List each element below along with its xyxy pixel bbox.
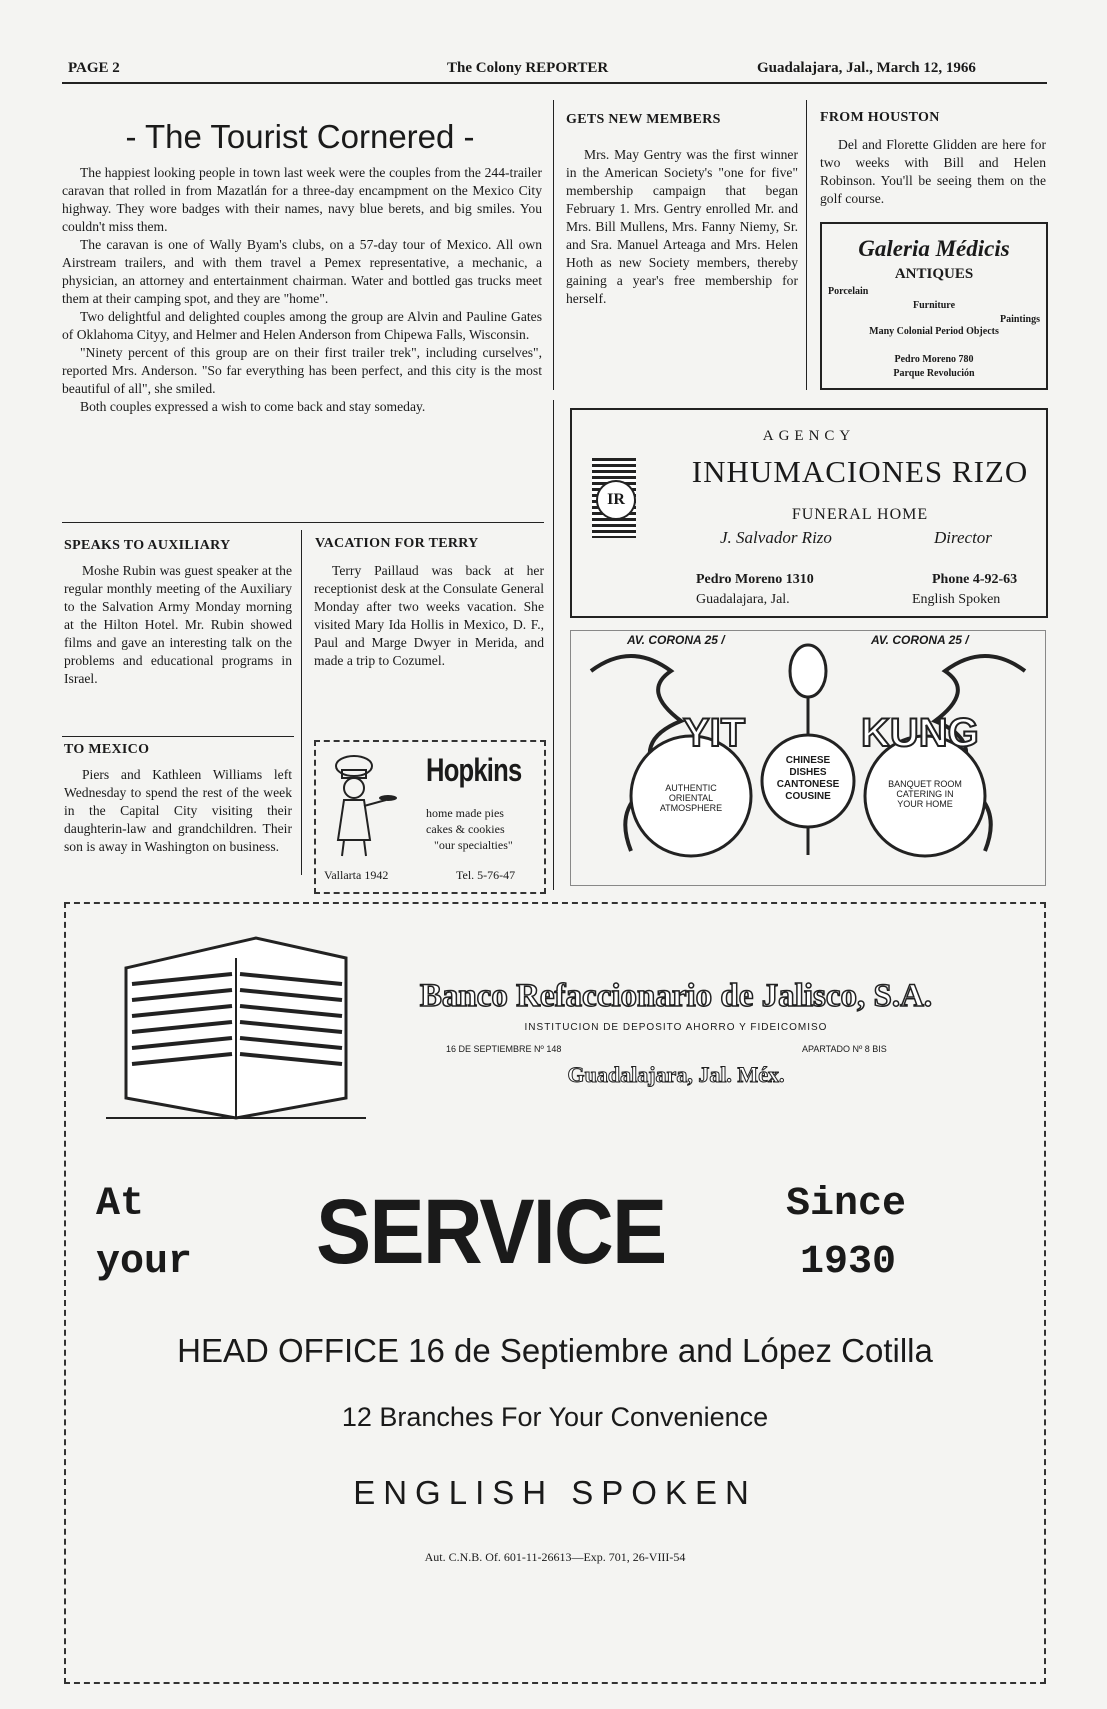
divider	[62, 736, 294, 737]
hopkins-line1: home made pies	[426, 806, 504, 820]
tourist-paragraph: The caravan is one of Wally Byam's clubs, on a 57-day tour of Mexico. All own Airstream trailers, and with them travel a Pemex representative, a mechanic, a physician, an attorney and entertainment chairman. Water and bottled gas trucks meet them at their camping spot, and they are "home".	[62, 237, 542, 306]
galeria-porcelain: Porcelain	[828, 286, 869, 297]
houston-title: FROM HOUSTON	[820, 110, 940, 125]
divider	[62, 522, 544, 523]
yitkung-addr-right: AV. CORONA 25 /	[871, 633, 969, 647]
bank-since: Since	[786, 1182, 907, 1227]
yitkung-addr-left: AV. CORONA 25 /	[627, 633, 725, 647]
dateline: Guadalajara, Jal., March 12, 1966	[757, 60, 976, 76]
bank-service: SERVICE	[316, 1181, 666, 1283]
auxiliary-text	[64, 562, 292, 688]
column-rule	[806, 100, 807, 390]
galeria-paintings: Paintings	[999, 314, 1040, 325]
bank-at: At	[96, 1182, 145, 1227]
yitkung-left-lantern: AUTHENTIC ORIENTAL ATMOSPHERE	[659, 783, 723, 813]
bank-aut: Aut. C.N.B. Of. 601-11-26613—Exp. 701, 26-VIII-54	[424, 1550, 686, 1564]
hopkins-line3: "our specialties"	[434, 838, 513, 852]
rizo-name: INHUMACIONES RIZO	[691, 454, 1029, 489]
tourist-paragraph: The happiest looking people in town last week were the couples from the 244-trailer caravan that rolled in from Mazatlán for a three-day encampment on the Mexico City highway. They wore badges with their names, navy blue berets, and big smiles. You couldn't miss them.	[62, 165, 542, 234]
new-members-paragraph: Mrs. May Gentry was the first winner in the American Society's "one for five" membership campaign that began February 1. Mrs. Gentry enrolled Mr. and Mrs. Bill Mullens, Mrs. Fanny Niemy, Sr. and Sra. Manuel Arteaga and Mrs. Helen Hoth as new Society members, thereby gaining a year's free membership for herself.	[566, 147, 798, 306]
bank-city: Guadalajara, Jal. Méx.	[567, 1062, 785, 1087]
rizo-agency: AGENCY	[762, 428, 856, 444]
houston-paragraph: Del and Florette Glidden are here for two weeks with Bill and Helen Robinson. You'll be seeing them on the golf course.	[820, 137, 1046, 206]
bank-name: Banco Refaccionario de Jalisco, S.A.	[419, 978, 933, 1014]
galeria-name: Galeria Médicis	[858, 236, 1010, 261]
bank-addr: 16 DE SEPTIEMBRE Nº 148	[446, 1044, 562, 1054]
bank-year: 1930	[800, 1240, 897, 1285]
hopkins-line2: cakes & cookies	[426, 822, 505, 836]
page-number: PAGE 2	[68, 60, 120, 76]
hopkins-ad	[314, 740, 546, 894]
terry-paragraph: Terry Paillaud was back at her receptionist desk at the Consulate General Monday after two weeks vacation. She visited Mary Ida Hollis in Mexico, D. F., Paul and Marge Dwyer in Merida, and made a trip to Cozumel.	[314, 563, 544, 668]
terry-title: VACATION FOR TERRY	[315, 536, 479, 551]
bank-ad	[64, 902, 1046, 1684]
paper-title: The Colony REPORTER	[447, 60, 609, 76]
rizo-person: J. Salvador Rizo	[720, 528, 832, 547]
yitkung-ad	[570, 630, 1046, 886]
galeria-addr2: Parque Revolución	[893, 368, 975, 379]
rizo-logo	[592, 458, 636, 538]
tourist-paragraph: "Ninety percent of this group are on their first trailer trek", including curselves", reported Mrs. Anderson. "So far everything has been perfect, and this city is the most beautiful of all", she smiled.	[62, 345, 542, 396]
terry-text	[314, 562, 544, 670]
rizo-logo-text: IR	[596, 480, 636, 520]
galeria-ad	[820, 222, 1048, 390]
column-rule	[553, 400, 554, 890]
rizo-funeral: FUNERAL HOME	[791, 506, 929, 523]
mexico-title: TO MEXICO	[64, 742, 150, 757]
mexico-paragraph: Piers and Kathleen Williams left Wednesday to spend the rest of the week in the Capital City visiting their daughterin-law and grandchildren. Their son is away in Washington on business.	[64, 767, 292, 854]
bank-english: ENGLISH SPOKEN	[353, 1474, 757, 1511]
galeria-furniture: Furniture	[912, 300, 956, 311]
column-rule	[301, 530, 302, 875]
rizo-ad	[570, 408, 1048, 618]
galeria-sub: ANTIQUES	[894, 266, 974, 282]
header-rule	[62, 82, 1047, 84]
column-rule	[553, 100, 554, 390]
yitkung-right-lantern: BANQUET ROOM CATERING IN YOUR HOME	[888, 779, 962, 809]
tourist-paragraph: Two delightful and delighted couples among the group are Alvin and Pauline Gates of Oklahoma Cityy, and Helmer and Helen Anderson from Chipewa Falls, Wisconsin.	[62, 309, 542, 342]
mexico-text	[64, 766, 292, 856]
auxiliary-paragraph: Moshe Rubin was guest speaker at the regular monthly meeting of the Auxiliary to the Salvation Army Monday morning at the Hilton Hotel. Mr. Rubin showed films and gave an interesting talk on the problems and educational programs in Israel.	[64, 563, 292, 686]
bank-apartado: APARTADO Nº 8 BIS	[802, 1044, 887, 1054]
tourist-article	[62, 164, 542, 416]
rizo-role: Director	[934, 528, 992, 547]
rizo-phone: Phone 4-92-63	[932, 572, 1018, 587]
galeria-objects: Many Colonial Period Objects	[869, 326, 999, 337]
rizo-addr: Pedro Moreno 1310	[696, 572, 814, 587]
bank-branches: 12 Branches For Your Convenience	[341, 1402, 769, 1432]
new-members-text	[566, 146, 798, 308]
hopkins-tel: Tel. 5-76-47	[456, 868, 516, 882]
yitkung-kung: KUNG	[861, 711, 979, 755]
bank-building-icon	[106, 928, 366, 1128]
auxiliary-title: SPEAKS TO AUXILIARY	[64, 538, 231, 553]
new-members-title: GETS NEW MEMBERS	[566, 112, 721, 127]
bank-head-office: HEAD OFFICE 16 de Septiembre and López Cotilla	[177, 1332, 933, 1369]
hopkins-addr: Vallarta 1942	[324, 868, 389, 882]
bank-your: your	[96, 1240, 193, 1285]
houston-text	[820, 136, 1046, 208]
rizo-english: English Spoken	[912, 592, 1001, 607]
tourist-paragraph: Both couples expressed a wish to come back and stay someday.	[80, 399, 426, 414]
yitkung-yit: YIT	[683, 711, 746, 755]
tourist-title: - The Tourist Cornered -	[125, 118, 475, 155]
yitkung-center-lantern: CHINESE DISHES CANTONESE COUSINE	[776, 755, 840, 802]
hopkins-name: Hopkins	[426, 752, 522, 788]
galeria-addr1: Pedro Moreno 780	[894, 354, 974, 365]
rizo-city: Guadalajara, Jal.	[696, 592, 790, 607]
chef-icon	[324, 752, 398, 862]
bank-sub: INSTITUCION DE DEPOSITO AHORRO Y FIDEICOMISO	[524, 1022, 828, 1033]
